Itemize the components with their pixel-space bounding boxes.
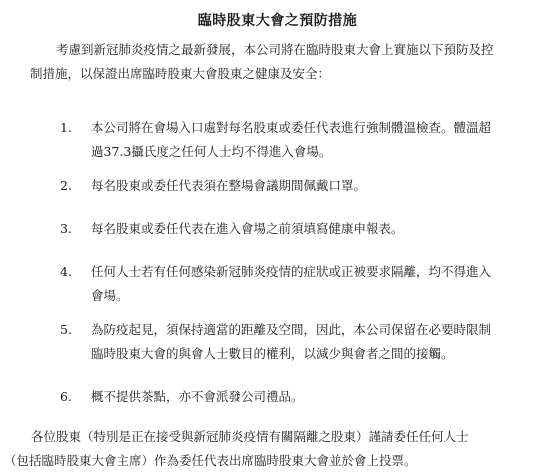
item-number: 1.: [60, 120, 72, 135]
closing-line-2: （包括臨時股東大會主席）作為委任代表出席臨時股東大會並於會上投票。: [4, 453, 417, 468]
item-number: 3.: [60, 221, 72, 236]
item-text: [91, 318, 491, 366]
closing-paragraph: [0, 425, 469, 473]
item-text: [91, 116, 491, 164]
item-line-1: 每名股東或委任代表須在整場會議期間佩戴口罩。: [91, 178, 367, 193]
item-line-1: 每名股東或委任代表在進入會場之前須填寫健康申報表。: [91, 221, 404, 236]
item-line-1: 為防疫起見，須保持適當的距離及空間，因此，本公司保留在必要時限制: [91, 322, 492, 337]
item-line-2: 臨時股東大會的與會人士數目的權利，以減少與會者之間的接觸。: [91, 346, 454, 361]
intro-line-1: 考慮到新冠肺炎疫情之最新發展，本公司將在臨時股東大會上實施以下預防及控: [56, 42, 494, 57]
item-text: [91, 260, 491, 308]
intro-paragraph: [0, 38, 494, 86]
closing-line-1: 各位股東（特別是正在接受與新冠肺炎疫情有關隔離之股東）謹請委任任何人士: [31, 429, 469, 444]
item-line-2: 會場。: [91, 288, 129, 303]
item-number: 5.: [60, 322, 72, 337]
item-number: 2.: [60, 178, 72, 193]
item-number: 6.: [60, 389, 72, 404]
intro-line-2: 制措施，以保證出席臨時股東大會股東之健康及安全：: [30, 66, 331, 81]
item-text: [91, 385, 304, 409]
item-number: 4.: [60, 264, 72, 279]
item-line-2: 過37.3攝氏度之任何人士均不得進入會場。: [91, 144, 332, 159]
item-line-1: 本公司將在會場入口處對每名股東或委任代表進行強制體溫檢查。體溫超: [91, 120, 492, 135]
item-text: [91, 174, 366, 198]
document-title: 臨時股東大會之預防措施: [197, 13, 358, 29]
item-text: [91, 217, 404, 241]
item-line-1: 概不提供茶點，亦不會派發公司禮品。: [91, 389, 304, 404]
item-line-1: 任何人士若有任何感染新冠肺炎疫情的症狀或正被要求隔離，均不得進入: [91, 264, 492, 279]
